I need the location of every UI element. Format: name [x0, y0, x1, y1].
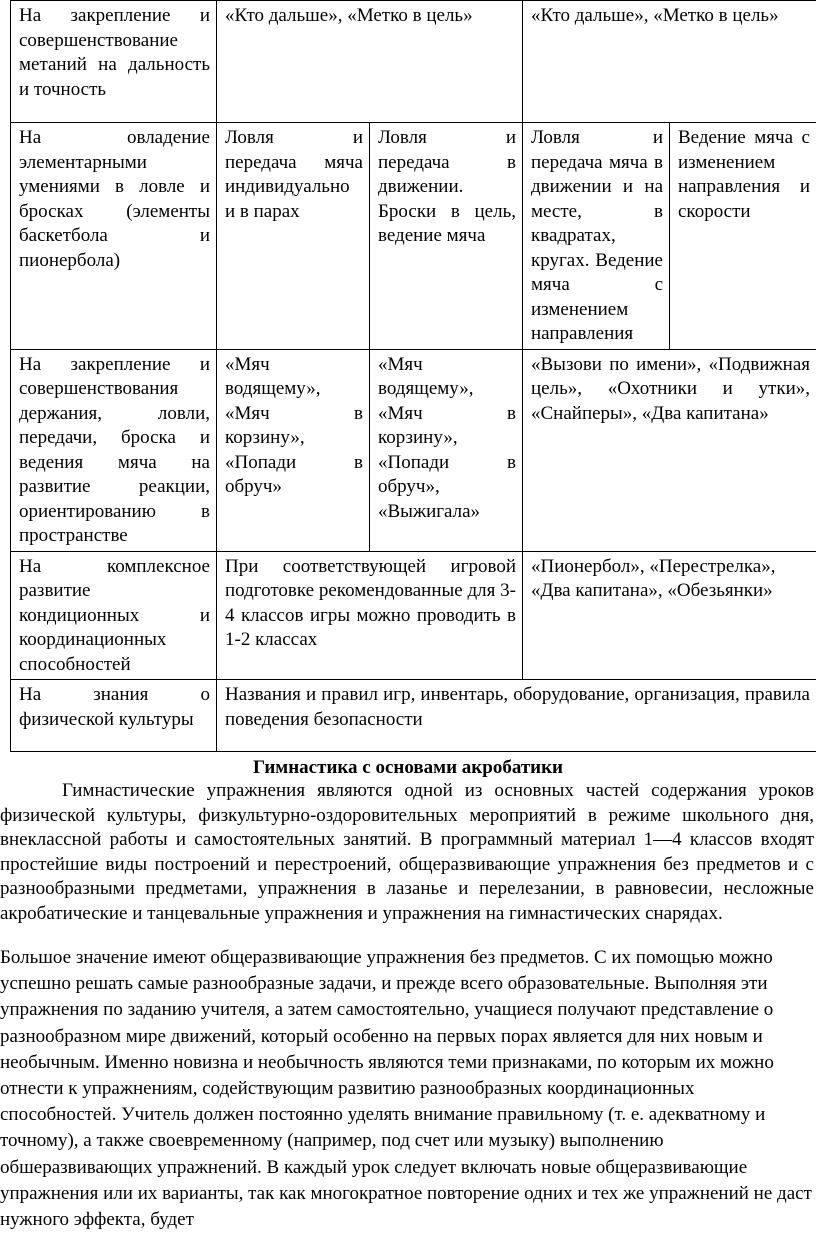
table-row — [11, 680, 816, 752]
table-cell: Ведение мяча с изменением направления и скорости — [670, 123, 816, 350]
table-cell: «Кто дальше», «Метко в цель» — [523, 1, 816, 123]
table-row — [11, 551, 816, 680]
table-cell: Ловля и передача мяча в движении и на месте, в квадратах, кругах. Ведение мяча с изменением направления — [523, 123, 670, 350]
section-heading: Гимнастика с основами акробатики — [0, 756, 816, 780]
table-cell: На знания о физической культуры — [11, 680, 217, 752]
table-row — [11, 349, 816, 551]
table-cell: «Кто дальше», «Метко в цель» — [217, 1, 523, 123]
table-cell: «Пионербол», «Перестрелка», «Два капитана», «Обезьянки» — [523, 551, 816, 680]
table-cell: При соответствующей игровой подготовке рекомендованные для 3-4 классов игры можно проводить в 1-2 классах — [217, 551, 523, 680]
table-cell: Названия и правил игр, инвентарь, оборудование, организация, правила поведения безопасности — [217, 680, 816, 752]
table-cell: «Мяч водящему», «Мяч в корзину», «Попади в обруч», «Выжигала» — [370, 349, 523, 551]
table-row — [11, 123, 816, 350]
table-cell: «Мяч водящему», «Мяч в корзину», «Попади в обруч» — [217, 349, 370, 551]
body-paragraph: Гимнастические упражнения являются одной из основных частей содержания уроков физической культуры, физкультурно-оздоровительных мероприятий в режиме школьного дня, внеклассной работы и самостоятельных занятий. В программный материал 1—4 классов входят простейшие виды построений и перестроений, общеразвивающие упражнения без предметов и с разнообразными предметами, упражнения в лазанье и перелезании, в равновесии, несложные акробатические и танцевальные упражнения и упражнения на гимнастических снарядах. — [0, 779, 814, 926]
table-cell: На комплексное развитие кондиционных и координационных способностей — [11, 551, 217, 680]
table-cell: Ловля и передача в движении. Броски в цель, ведение мяча — [370, 123, 523, 350]
table-cell: На овладение элементарными умениями в ловле и бросках (элементы баскетбола и пионербола) — [11, 123, 217, 350]
body-paragraph: Большое значение имеют общеразвивающие упражнения без предметов. С их помощью можно успешно решать самые разнообразные задачи, и прежде всего образовательные. Выполняя эти упражнения по заданию учителя, а затем самостоятельно, учащиеся получают представление о разнообразном мире движений, который особенно на первых порах является для них новым и необычным. Именно новизна и необычность являются теми признаками, по которым их можно отнести к упражнениям, содействующим развитию разнообразных координационных способностей. Учитель должен постоянно уделять внимание правильному (т. е. адекватному и точному), а также своевременному (например, под счет или музыку) выполнению обшеразвивающих упражнений. В каждый урок следует включать новые общеразвивающие упражнения или их варианты, так как многократное повторение одних и тех же упражнений не даст нужного эффекта, будет — [0, 945, 814, 1233]
table-cell: На закрепление и совершенствование метаний на дальность и точность — [11, 1, 217, 123]
table-row — [11, 1, 816, 123]
table-cell: На закрепление и совершенствования держания, ловли, передачи, броска и ведения мяча на развитие реакции, ориентированию в пространстве — [11, 349, 217, 551]
games-table — [10, 0, 816, 752]
table-cell: Ловля и передача мяча индивидуально и в парах — [217, 123, 370, 350]
table-cell: «Вызови по имени», «Подвижная цель», «Охотники и утки», «Снайперы», «Два капитана» — [523, 349, 816, 551]
